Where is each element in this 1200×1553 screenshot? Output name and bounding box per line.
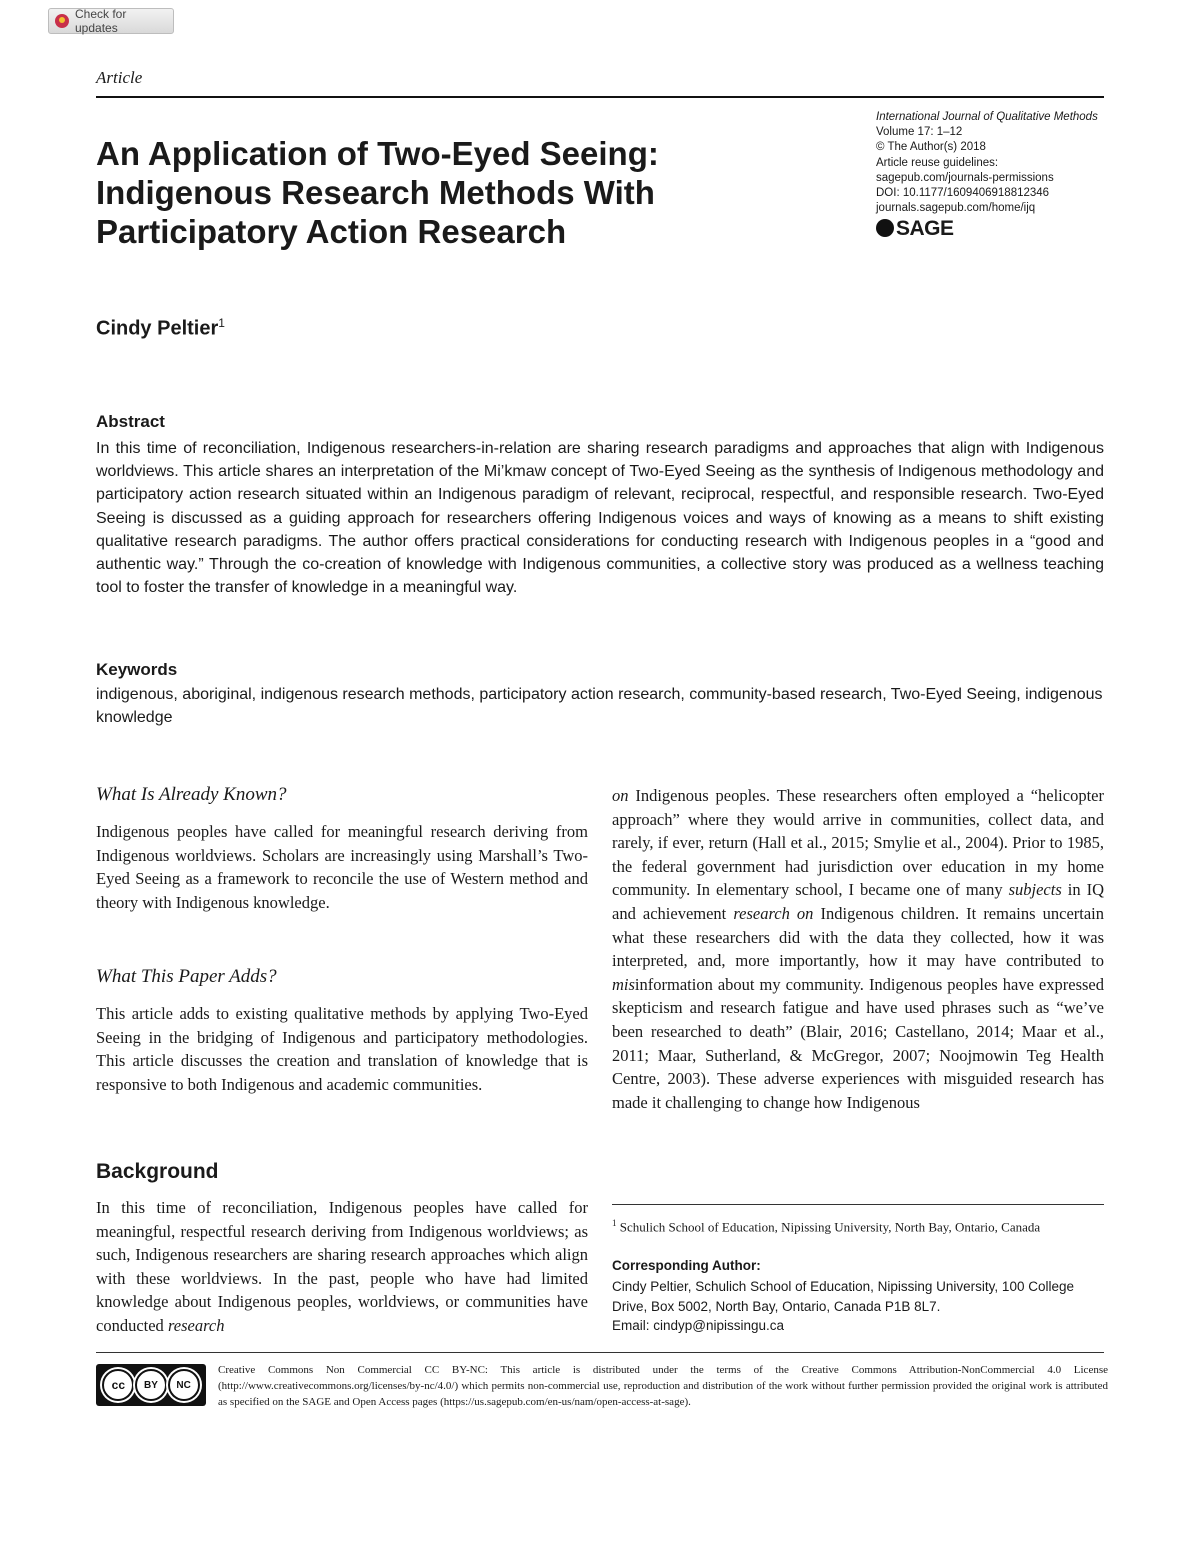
author-name: [96, 316, 225, 341]
journal-doi[interactable]: DOI: 10.1177/1609406918812346: [876, 187, 1050, 200]
corr-line-2: Drive, Box 5002, North Bay, Ontario, Canada P1B 8L7.: [612, 1298, 941, 1314]
keywords-heading: Keywords: [96, 660, 178, 679]
header-rule: [96, 96, 1104, 98]
journal-copyright: © The Author(s) 2018: [876, 141, 986, 154]
abstract-text: In this time of reconciliation, Indigenous researchers-in-relation are sharing research paradigms and approaches that align with Indigenous worldviews. This article shares an interpretation of the Mi’kmaw concept of Two-Eyed Seeing as the synthesis of Indigenous methodology and participatory action research situated within an Indigenous paradigm of relevant, reciprocal, respectful, and responsible research. Two-Eyed Seeing is discussed as a guiding approach for researchers offering Indigenous voices and ways of knowing as a means to shift existing qualitative research paradigms. The author offers practical considerations for conducting research with Indigenous peoples in a “good and authentic way.” Through the co-creation of knowledge with Indigenous communities, a collective story was produced as a wellness teaching tool to foster the transfer of knowledge in a meaningful way.: [96, 440, 1104, 597]
journal-reuse-link[interactable]: sagepub.com/journals-permissions: [876, 171, 1054, 184]
nc-icon: NC: [168, 1369, 200, 1401]
license-rule: [96, 1352, 1104, 1353]
corresponding-author-heading: Corresponding Author:: [612, 1258, 761, 1273]
cc-icon: cc: [102, 1369, 134, 1401]
corr-email[interactable]: Email: cindyp@nipissingu.ca: [612, 1318, 785, 1333]
journal-reuse-label: Article reuse guidelines:: [876, 156, 999, 169]
right-column-paragraph: [612, 784, 1104, 1114]
journal-info: [876, 110, 1108, 240]
title-line-1: An Application of Two-Eyed Seeing:: [96, 135, 659, 172]
sage-logo: [876, 216, 1108, 240]
para-part-1: Indigenous peoples. These researchers often employed a “helicopter approach” where they would arrive in communities, collect data, and rarely, if ever, return (Hall et al., 2015; Smylie et al., 2004). Prior to 1985, the federal government had jurisdiction over education in my home community. In elementary school, I became one of many: [612, 786, 1104, 900]
author-name-text: Cindy Peltier: [96, 317, 219, 340]
footnote-mark: 1: [612, 1218, 617, 1228]
footnote-affiliation: [612, 1218, 1112, 1235]
para-part-3: Indigenous children. It remains uncertain what these researchers did with the data they collected, how it was interpreted, and, more importantly, how it may have contributed to: [612, 903, 1105, 971]
abstract-heading: Abstract: [96, 412, 165, 431]
journal-name: International Journal of Qualitative Methods: [876, 111, 1098, 123]
check-for-updates-label: Check for updates: [75, 7, 127, 35]
para-part-2: in IQ and achievement: [612, 880, 1104, 923]
sage-logo-text: SAGE: [896, 216, 954, 240]
journal-volume: Volume 17: 1–12: [876, 126, 963, 139]
em-research-on: research on: [733, 903, 814, 923]
what-paper-adds-text: This article adds to existing qualitative methods by applying Two-Eyed Seeing in the bridging of Indigenous and participatory methodologies. This article discusses the creation and translation of knowledge that is responsive to both Indigenous and academic communities.: [96, 1004, 588, 1094]
article-type-label: Article: [96, 68, 143, 87]
author-affiliation-mark: 1: [218, 316, 225, 330]
para-part-4: information about my community. Indigenous peoples have expressed skepticism and research fatigue and have used phrases such as “we’ve been researched to death” (Blair, 2016; Castellano, 2014; Maar et al., 2011; Maar, Sutherland, & McGregor, 2007; Noojmowin Teg Health Centre, 2003). These adverse experiences with misguided research has made it challenging to change how Indigenous: [612, 974, 1104, 1112]
background-text-em: research: [167, 1315, 225, 1335]
em-mis: mis: [612, 974, 635, 994]
journal-home-link[interactable]: journals.sagepub.com/home/ijq: [876, 202, 1036, 215]
corr-line-1: Cindy Peltier, Schulich School of Education, Nipissing University, 100 College: [612, 1279, 1074, 1294]
em-on: on: [612, 786, 629, 805]
check-for-updates-button[interactable]: [48, 8, 174, 34]
by-icon: BY: [135, 1369, 167, 1401]
sage-mark-icon: [876, 219, 894, 237]
corresponding-author-details: [612, 1277, 1112, 1336]
background-text-main: In this time of reconciliation, Indigenous peoples have called for meaningful, respectful research deriving from Indigenous worldviews; as such, Indigenous researchers are sharing research approaches which align with these worldviews. In the past, people who have had limited knowledge about Indigenous peoples, worldviews, or communities have conducted: [96, 1198, 588, 1335]
title-line-3: Participatory Action Research: [96, 213, 567, 250]
license-text: Creative Commons Non Commercial CC BY-NC: This article is distributed under the terms of the Creative Commons Attribution-NonCommercial 4.0 License (http://www.creativecommons.org/licenses/by-nc/4.0/) which permits non-commercial use, reproduction and distribution of the work without further permission provided the original work is attributed as specified on the SAGE and Open Access pages (https://us.sagepub.com/en-us/nam/open-access-at-sage).: [218, 1364, 1108, 1409]
what-is-known-heading: What Is Already Known?: [96, 784, 287, 805]
crossmark-icon: [55, 14, 69, 28]
cc-by-nc-badge[interactable]: [96, 1364, 206, 1406]
em-subjects: subjects: [1008, 880, 1062, 900]
background-text: [96, 1196, 588, 1338]
keywords-text: indigenous, aboriginal, indigenous research methods, participatory action research, community-based research, Two-Eyed Seeing, indigenous knowledge: [96, 686, 1103, 727]
footnote-rule: [612, 1204, 1104, 1205]
what-is-known-text: Indigenous peoples have called for meaningful research deriving from Indigenous worldviews. Scholars are increasingly using Marshall’s Two-Eyed Seeing as a framework to reconcile the use of Western method and theory with Indigenous knowledge.: [96, 822, 588, 912]
title-line-2: Indigenous Research Methods With: [96, 174, 655, 211]
background-heading: Background: [96, 1160, 219, 1183]
what-paper-adds-heading: What This Paper Adds?: [96, 966, 277, 987]
footnote-affiliation-text: Schulich School of Education, Nipissing University, North Bay, Ontario, Canada: [619, 1219, 1041, 1235]
article-title: [96, 134, 836, 251]
